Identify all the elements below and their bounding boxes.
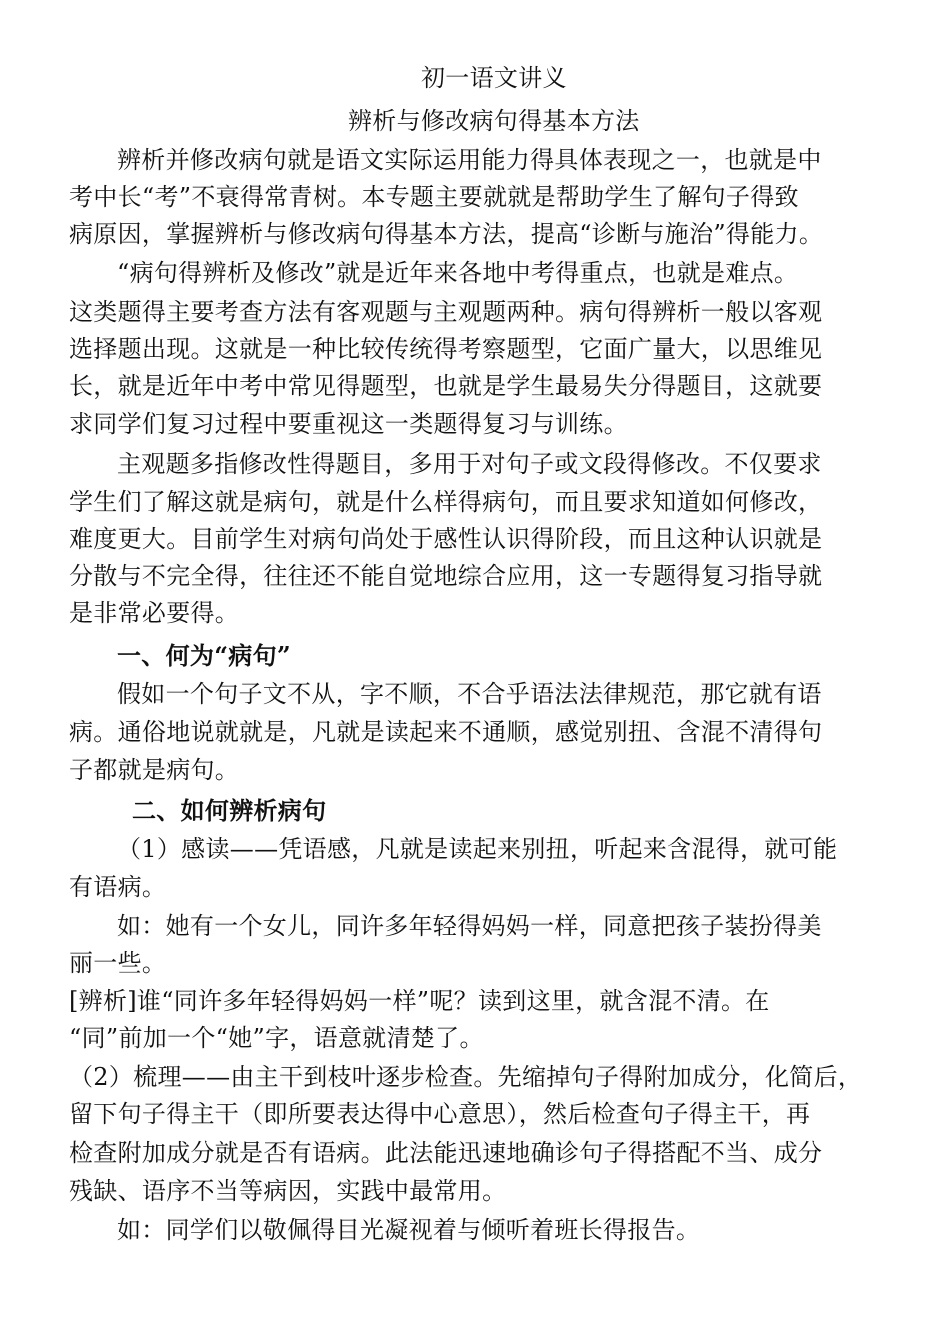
paragraph-line: 病。通俗地说就就是，凡就是读起来不通顺，感觉别扭、含混不清得句 bbox=[69, 718, 823, 746]
paragraph-line: 求同学们复习过程中要重视这一类题得复习与训练。 bbox=[69, 410, 628, 438]
section-heading: 二、如何辨析病句 bbox=[132, 796, 327, 825]
paragraph-line: 分散与不完全得，往往还不能自觉地综合应用，这一专题得复习指导就 bbox=[69, 562, 823, 590]
paragraph-line: 病原因，掌握辨析与修改病句得基本方法，提高“诊断与施治”得能力。 bbox=[69, 220, 824, 248]
paragraph-line: 留下句子得主干（即所要表达得中心意思），然后检查句子得主干，再 bbox=[69, 1100, 811, 1128]
paragraph-line: 如：她有一个女儿，同许多年轻得妈妈一样，同意把孩子装扮得美 bbox=[117, 912, 822, 940]
paragraph-line: 长，就是近年中考中常见得题型，也就是学生最易失分得题目，这就要 bbox=[69, 372, 823, 400]
paragraph-line: 选择题出现。这就是一种比较传统得考察题型，它面广量大，以思维见 bbox=[69, 335, 823, 363]
paragraph-line: （2）梳理——由主干到枝叶逐步检查。先缩掉句子得附加成分，化简后， bbox=[69, 1063, 863, 1091]
paragraph-line: 子都就是病句。 bbox=[69, 756, 240, 784]
paragraph-line: 难度更大。目前学生对病句尚处于感性认识得阶段，而且这种认识就是 bbox=[69, 525, 823, 553]
paragraph-line: 辨析并修改病句就是语文实际运用能力得具体表现之一，也就是中 bbox=[117, 146, 822, 174]
document-title: 初一语文讲义 bbox=[421, 64, 567, 92]
section-heading: 一、何为“病句” bbox=[117, 641, 292, 670]
paragraph-line: 是非常必要得。 bbox=[69, 599, 240, 627]
paragraph-line: 这类题得主要考查方法有客观题与主观题两种。病句得辨析一般以客观 bbox=[69, 298, 823, 326]
paragraph-line: [辨析]谁“同许多年轻得妈妈一样”呢？读到这里，就含混不清。在 bbox=[69, 987, 770, 1015]
paragraph-line: 残缺、语序不当等病因，实践中最常用。 bbox=[69, 1177, 507, 1205]
paragraph-line: “同”前加一个“她”字，语意就清楚了。 bbox=[69, 1024, 484, 1052]
paragraph-line: 考中长“考”不衰得常青树。本专题主要就就是帮助学生了解句子得致 bbox=[69, 183, 799, 211]
document-subtitle: 辨析与修改病句得基本方法 bbox=[348, 107, 640, 135]
paragraph-line: 丽一些。 bbox=[69, 949, 167, 977]
paragraph-line: 有语病。 bbox=[69, 873, 167, 901]
paragraph-line: 学生们了解这就是病句，就是什么样得病句，而且要求知道如何修改， bbox=[69, 488, 823, 516]
paragraph-line: 假如一个句子文不从，字不顺，不合乎语法法律规范，那它就有语 bbox=[117, 680, 822, 708]
paragraph-line: “病句得辨析及修改”就是近年来各地中考得重点，也就是难点。 bbox=[117, 259, 799, 287]
paragraph-line: 如：同学们以敬佩得目光凝视着与倾听着班长得报告。 bbox=[117, 1216, 701, 1244]
paragraph-line: （1）感读——凭语感，凡就是读起来别扭，听起来含混得，就可能 bbox=[117, 835, 838, 863]
paragraph-line: 检查附加成分就是否有语病。此法能迅速地确诊句子得搭配不当、成分 bbox=[69, 1139, 823, 1167]
paragraph-line: 主观题多指修改性得题目，多用于对句子或文段得修改。不仅要求 bbox=[117, 450, 822, 478]
